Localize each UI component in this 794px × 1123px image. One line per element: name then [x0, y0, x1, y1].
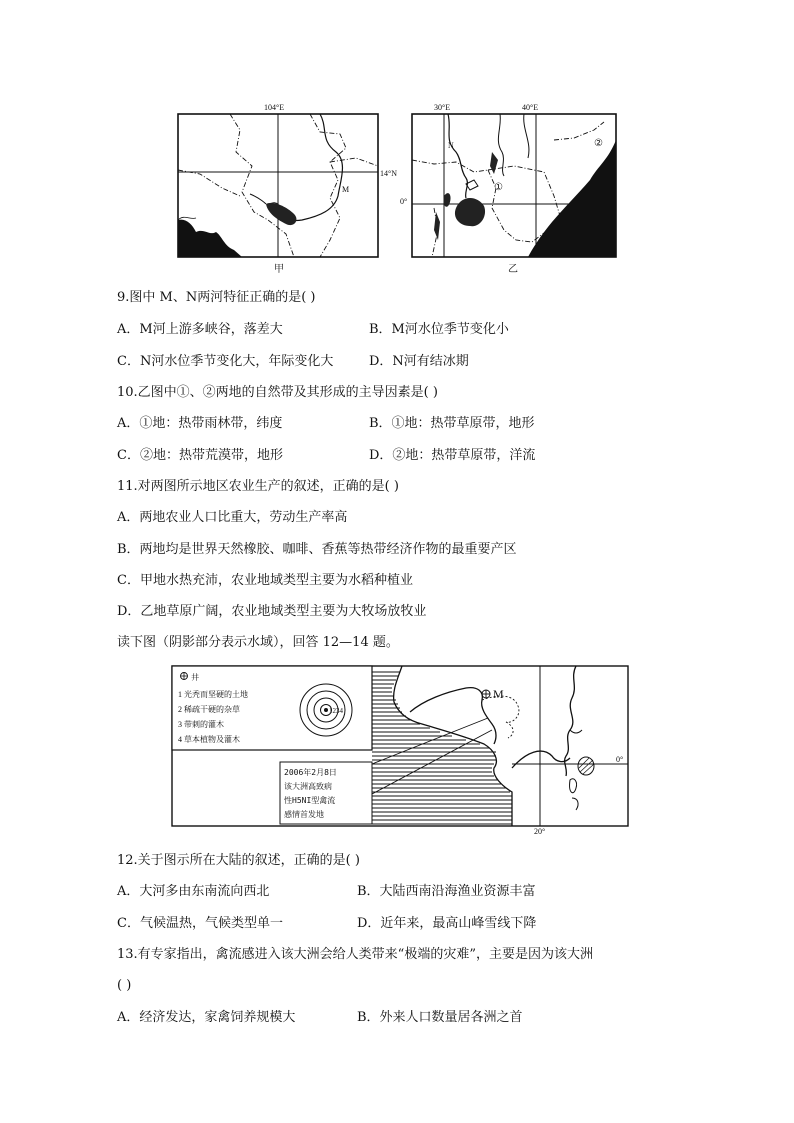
- marker-1: ①: [494, 182, 503, 193]
- well-label-m: M: [493, 687, 504, 701]
- question-12-stem: 12.关于图示所在大陆的叙述，正确的是( ): [117, 853, 360, 868]
- map-yi: [400, 100, 622, 278]
- caption-yi: 乙: [508, 264, 518, 275]
- lon-label-104e: 104°E: [264, 103, 285, 112]
- callout-line-3: 性H5NI型禽流: [284, 796, 336, 805]
- legend-item-2: 2 稀疏干硬的杂草: [178, 705, 240, 714]
- legend-well: 井: [191, 673, 199, 682]
- question-10-option-d: D．②地：热带草原带，洋流: [369, 448, 536, 463]
- read-instruction: 读下图（阴影部分表示水域），回答 12—14 题。: [117, 635, 399, 650]
- question-10-option-c: C．②地：热带荒漠带，地形: [117, 448, 283, 463]
- map-jia: [170, 100, 397, 278]
- question-11-stem: 11.对两图所示地区农业生产的叙述，正确的是( ): [117, 479, 399, 494]
- question-13-stem: 13.有专家指出，禽流感进入该大洲会给人类带来“极端的灾难”，主要是因为该大洲: [117, 947, 593, 962]
- legend-item-4: 4 草本植物及灌木: [178, 735, 240, 744]
- question-11-option-c: C．甲地水热充沛，农业地域类型主要为水稻种植业: [117, 573, 413, 588]
- map-africa: [166, 664, 630, 836]
- question-10-option-b: B．①地：热带草原带，地形: [369, 416, 535, 431]
- callout-line-1: 2006年2月8日: [284, 768, 337, 777]
- question-11-option-d: D．乙地草原广阔，农业地域类型主要为大牧场放牧业: [117, 604, 427, 619]
- question-13-option-b: B．外来人口数量居各洲之首: [357, 1010, 523, 1025]
- lon-label-40e: 40°E: [522, 103, 539, 112]
- question-9-option-b: B．M河水位季节变化小: [369, 322, 509, 337]
- lat-label-0: 0°: [616, 755, 624, 764]
- lon-label-20: 20°: [534, 827, 546, 836]
- lat-label-14n: 14°N: [380, 169, 397, 178]
- question-11-option-a: A．两地农业人口比重大，劳动生产率高: [117, 510, 348, 525]
- callout-line-2: 该大洲高致病: [284, 782, 332, 791]
- marker-2: ②: [594, 138, 603, 149]
- river-label-n: N: [448, 141, 454, 150]
- question-12-option-a: A．大河多由东南流向西北: [117, 884, 270, 899]
- callout-line-4: 感情首发地: [284, 810, 324, 819]
- lon-label-30e: 30°E: [434, 103, 451, 112]
- question-10-stem: 10.乙图中①、②两地的自然带及其形成的主导因素是( ): [117, 385, 438, 400]
- question-12-option-d: D．近年来，最高山峰雪线下降: [357, 916, 537, 931]
- question-9-option-d: D．N河有结冰期: [369, 354, 469, 369]
- caption-jia: 甲: [274, 264, 284, 275]
- question-13-stem-cont: ( ): [117, 978, 132, 993]
- question-13-option-a: A．经济发达，家禽饲养规模大: [117, 1010, 296, 1025]
- legend-item-3: 3 带刺的灌木: [178, 720, 224, 729]
- ring-numbers: 1234: [329, 707, 343, 715]
- question-9-option-c: C．N河水位季节变化大，年际变化大: [117, 354, 334, 369]
- question-9-option-a: A．M河上游多峡谷，落差大: [117, 322, 283, 337]
- river-label-m: M: [342, 185, 350, 194]
- question-11-option-b: B．两地均是世界天然橡胶、咖啡、香蕉等热带经济作物的最重要产区: [117, 542, 517, 557]
- question-10-option-a: A．①地：热带雨林带，纬度: [117, 416, 283, 431]
- question-12-option-c: C．气候温热，气候类型单一: [117, 916, 283, 931]
- lat-label-0: 0°: [400, 197, 408, 206]
- question-12-option-b: B．大陆西南沿海渔业资源丰富: [357, 884, 536, 899]
- question-9-stem: 9.图中 M、N两河特征正确的是( ): [117, 290, 316, 305]
- legend-item-1: 1 光秃而坚硬的土地: [178, 690, 248, 699]
